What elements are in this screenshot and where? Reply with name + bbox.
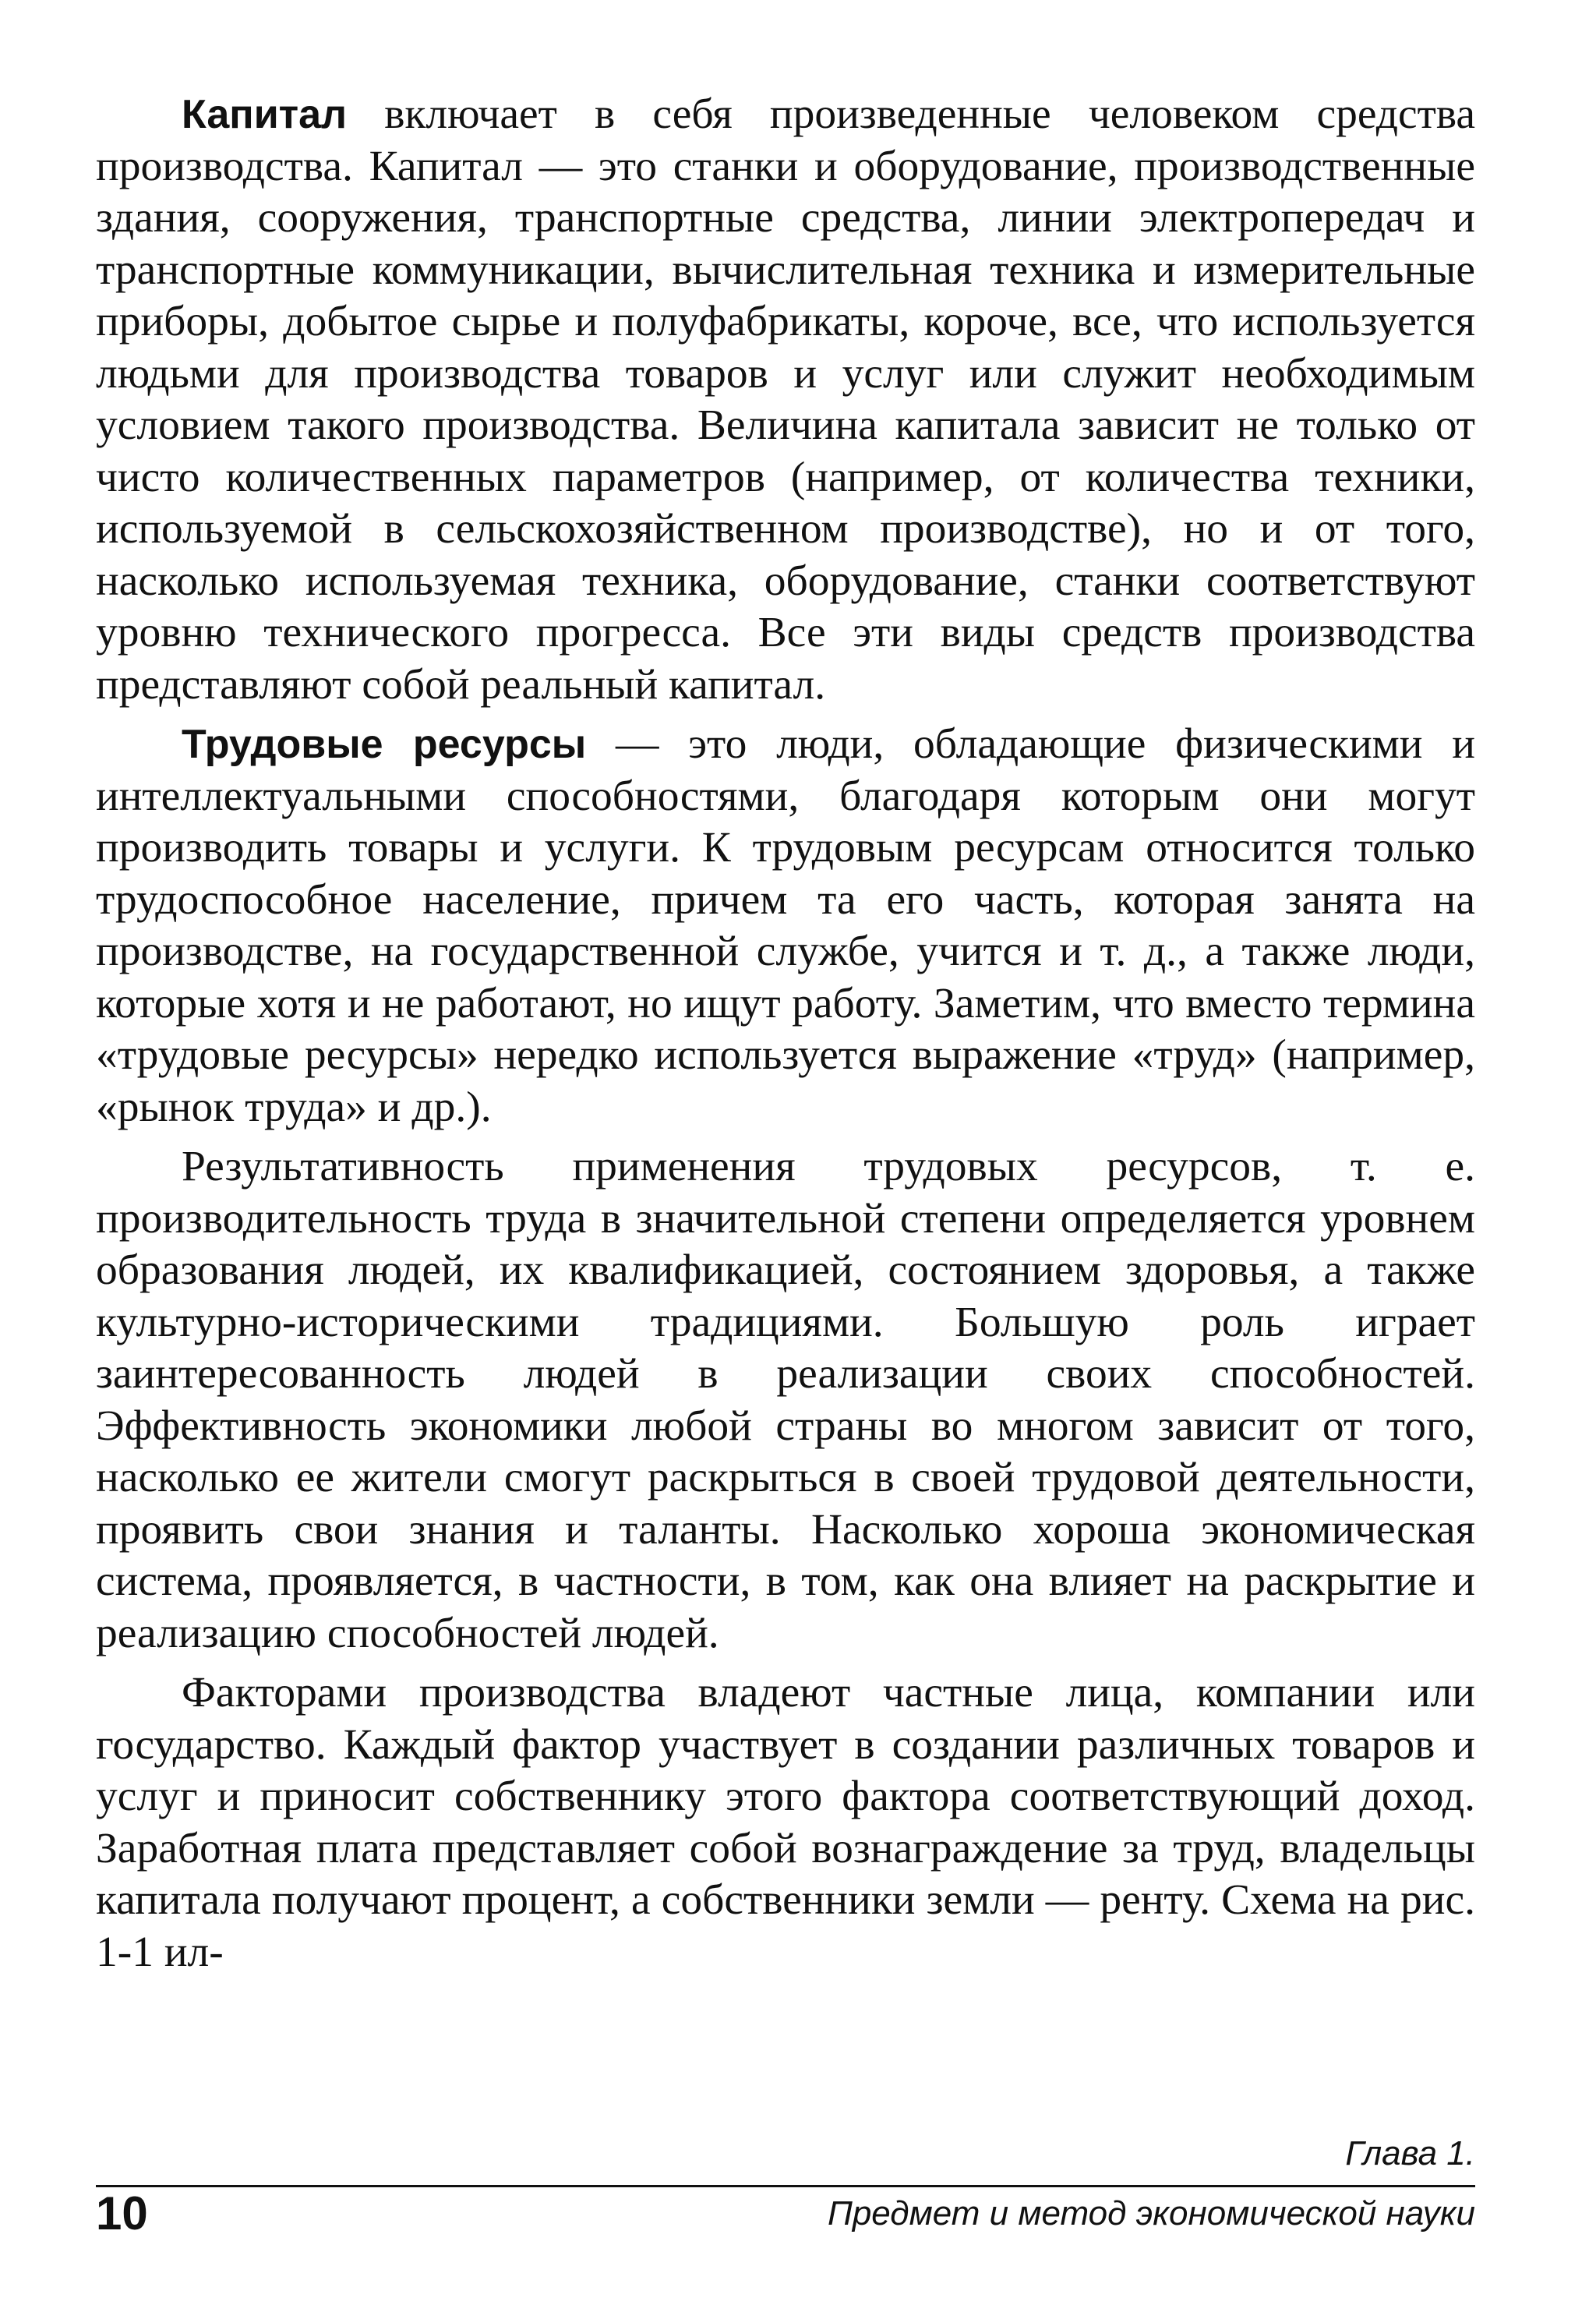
- running-header-chapter: Глава 1.: [1345, 2134, 1475, 2172]
- paragraph-capital: [96, 89, 1475, 711]
- page-body: [96, 89, 1475, 1986]
- paragraph-labor-resources-text: — это люди, обладающие физическими и интеллектуальными способностями, благодаря которым они могут производить товары и услуги. К трудовым ресурсам относится только трудоспособное население, причем та его часть, которая занята на производстве, на государственной службе, учится и т. д., а также люди, которые хотя и не работают, но ищут работу. Заметим, что вместо термина «трудовые ресурсы» нередко используется выражение «труд» (например, «рынок труда» и др.).: [96, 720, 1475, 1131]
- paragraph-capital-text: включает в себя произведенные человеком средства производства. Капитал — это станки и оборудование, производственные здания, сооружения, транспортные средства, линии электропередач и транспортные коммуникации, вычислительная техника и измерительные приборы, добытое сырье и полуфабрикаты, короче, все, что используется людьми для производства товаров и услуг или служит необходимым условием такого производства. Величина капитала зависит не только от чисто количественных параметров (например, от количества техники, используемой в сельскохозяйственном производстве), но и от того, насколько используемая техника, оборудование, станки соответствуют уровню технического прогресса. Все эти виды средств производства представляют собой реальный капитал.: [96, 90, 1475, 709]
- paragraph-factor-owners-text: Факторами производства владеют частные лица, компании или государство. Каждый фактор участвует в создании различных товаров и услуг и приносит собственнику этого фактора соответствующий доход. Заработная плата представляет собой вознаграждение за труд, владельцы капитала получают процент, а собственники земли — ренту. Схема на рис. 1-1 ил-: [96, 1669, 1475, 1976]
- paragraph-labor-productivity-text: Результативность применения трудовых ресурсов, т. е. производительность труда в значительной степени определяется уровнем образования людей, их квалификацией, состоянием здоровья, а также культурно-историческими традициями. Большую роль играет заинтересованность людей в реализации своих способностей. Эффективность экономики любой страны во многом зависит от того, насколько ее жители смогут раскрыться в своей трудовой деятельности, проявить свои знания и таланты. Насколько хороша экономическая система, проявляется, в частности, в том, как она влияет на раскрытие и реализацию способностей людей.: [96, 1143, 1475, 1657]
- paragraph-factor-owners: [96, 1667, 1475, 1978]
- footer-divider: [96, 2185, 1475, 2187]
- running-header-title: Предмет и метод экономической науки: [827, 2194, 1475, 2232]
- term-capital: Капитал: [182, 92, 348, 137]
- paragraph-labor-productivity: [96, 1141, 1475, 1660]
- paragraph-labor-resources: [96, 719, 1475, 1133]
- term-labor-resources: Трудовые ресурсы: [182, 722, 587, 767]
- page-number: 10: [96, 2187, 148, 2240]
